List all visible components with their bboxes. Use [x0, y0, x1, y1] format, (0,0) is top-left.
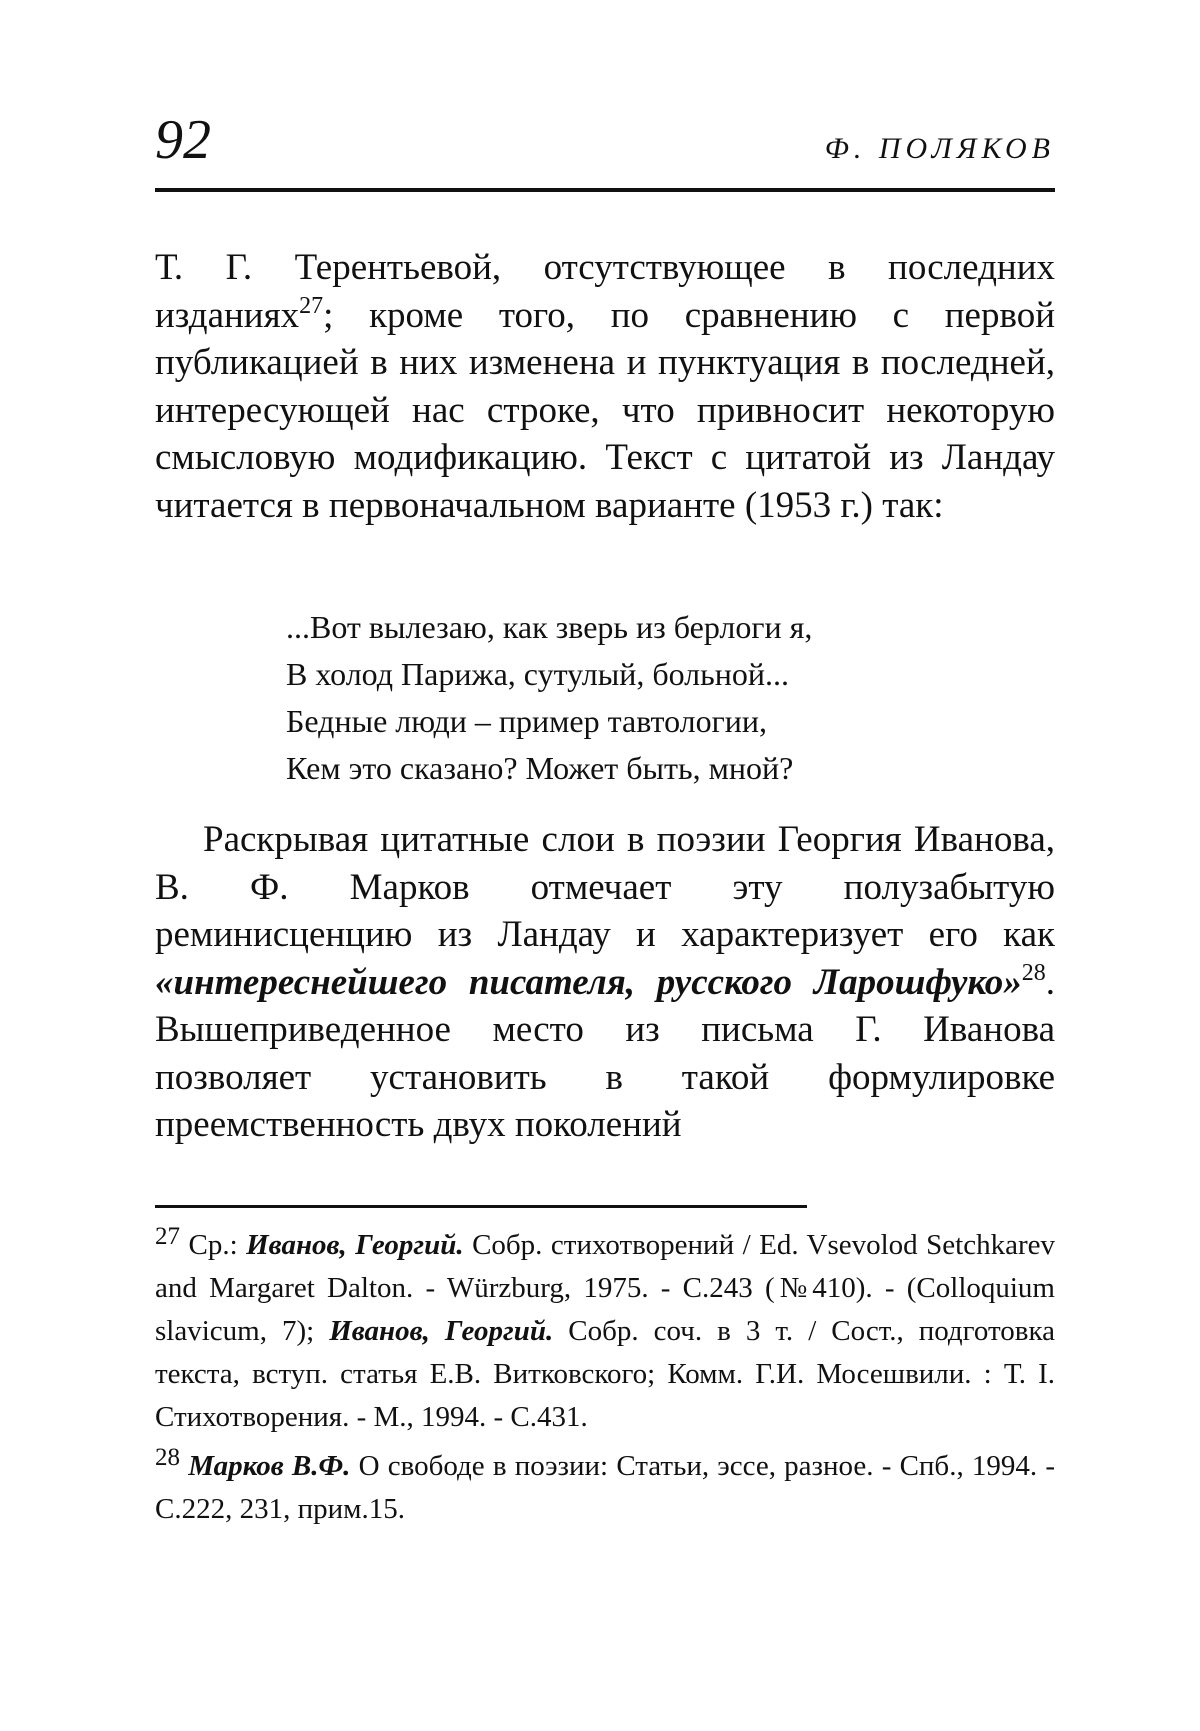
paragraph-1-text-end: ; кроме того, по сравнению с первой публикацией в них изменена и пунктуация в последней, интересующей нас строке, что привносит некоторую смысловую модификацию. Текст с цитатой из Ландау читается в первоначальном варианте (1953 г.) так:: [155, 294, 1055, 526]
footnote-rule: [155, 1205, 807, 1208]
footnote-27: [155, 1224, 1055, 1439]
footnote-text: О свободе в поэзии: Статьи, эссе, разное. - Спб., 1994. - С.222, 231, прим.15.: [155, 1450, 1056, 1525]
header-rule: [155, 188, 1055, 192]
paragraph-1: [155, 244, 1055, 529]
page-number: 92: [155, 109, 211, 171]
poem-quote: [286, 604, 936, 792]
poem-line: В холод Парижа, сутулый, больной...: [286, 656, 789, 692]
footnote-ref-28[interactable]: 28: [1021, 959, 1046, 986]
footnote-text: Ср.:: [188, 1229, 247, 1261]
paragraph-1-text-start: Т. Г. Терентьевой, отсутствующее в последних изданиях: [155, 247, 1055, 336]
footnote-number: 27: [155, 1223, 180, 1250]
poem-line: Кем это сказано? Может быть, мной?: [286, 750, 794, 786]
footnotes: [155, 1224, 1055, 1537]
footnote-ref-27[interactable]: 27: [299, 292, 324, 319]
book-page: [155, 0, 1055, 1731]
footnote-author: Марков В.Ф.: [188, 1450, 351, 1482]
poem-line: Бедные люди – пример тавтологии,: [286, 703, 767, 739]
running-head: [155, 109, 1055, 192]
paragraph-2-quote: «интереснейшего писателя, русского Ларошфуко»: [155, 961, 1022, 1003]
running-head-author: Ф. ПОЛЯКОВ: [824, 132, 1055, 165]
footnote-text: Собр. стихотворений / Ed. Vsevolod Setchkarev and Margaret Dalton. - Würzburg, 1975. - С.243 (№410). - (Colloquium slavicum, 7);: [155, 1229, 1055, 1347]
paragraph-2-text-start: Раскрывая цитатные слои в поэзии Георгия Иванова, В. Ф. Марков отмечает эту полузабытую реминисценцию из Ландау и характеризует его как: [155, 819, 1055, 955]
footnote-text: Собр. соч. в 3 т. / Сост., подготовка текста, вступ. статья Е.В. Витковского; Комм. Г.И. Мосешвили. : Т. I. Стихотворения. - М., 1994. - С.431.: [155, 1315, 1055, 1433]
paragraph-2: [155, 816, 1055, 1149]
footnote-author: Иванов, Георгий.: [246, 1229, 464, 1261]
poem-line: ...Вот вылезаю, как зверь из берлоги я,: [286, 609, 813, 645]
footnote-28: [155, 1445, 1055, 1531]
footnote-author: Иванов, Георгий.: [329, 1315, 554, 1347]
paragraph-2-text-end: . Вышеприведенное место из письма Г. Иванова позволяет установить в такой формулировке преемственность двух поколений: [155, 961, 1055, 1145]
footnote-number: 28: [155, 1444, 180, 1471]
